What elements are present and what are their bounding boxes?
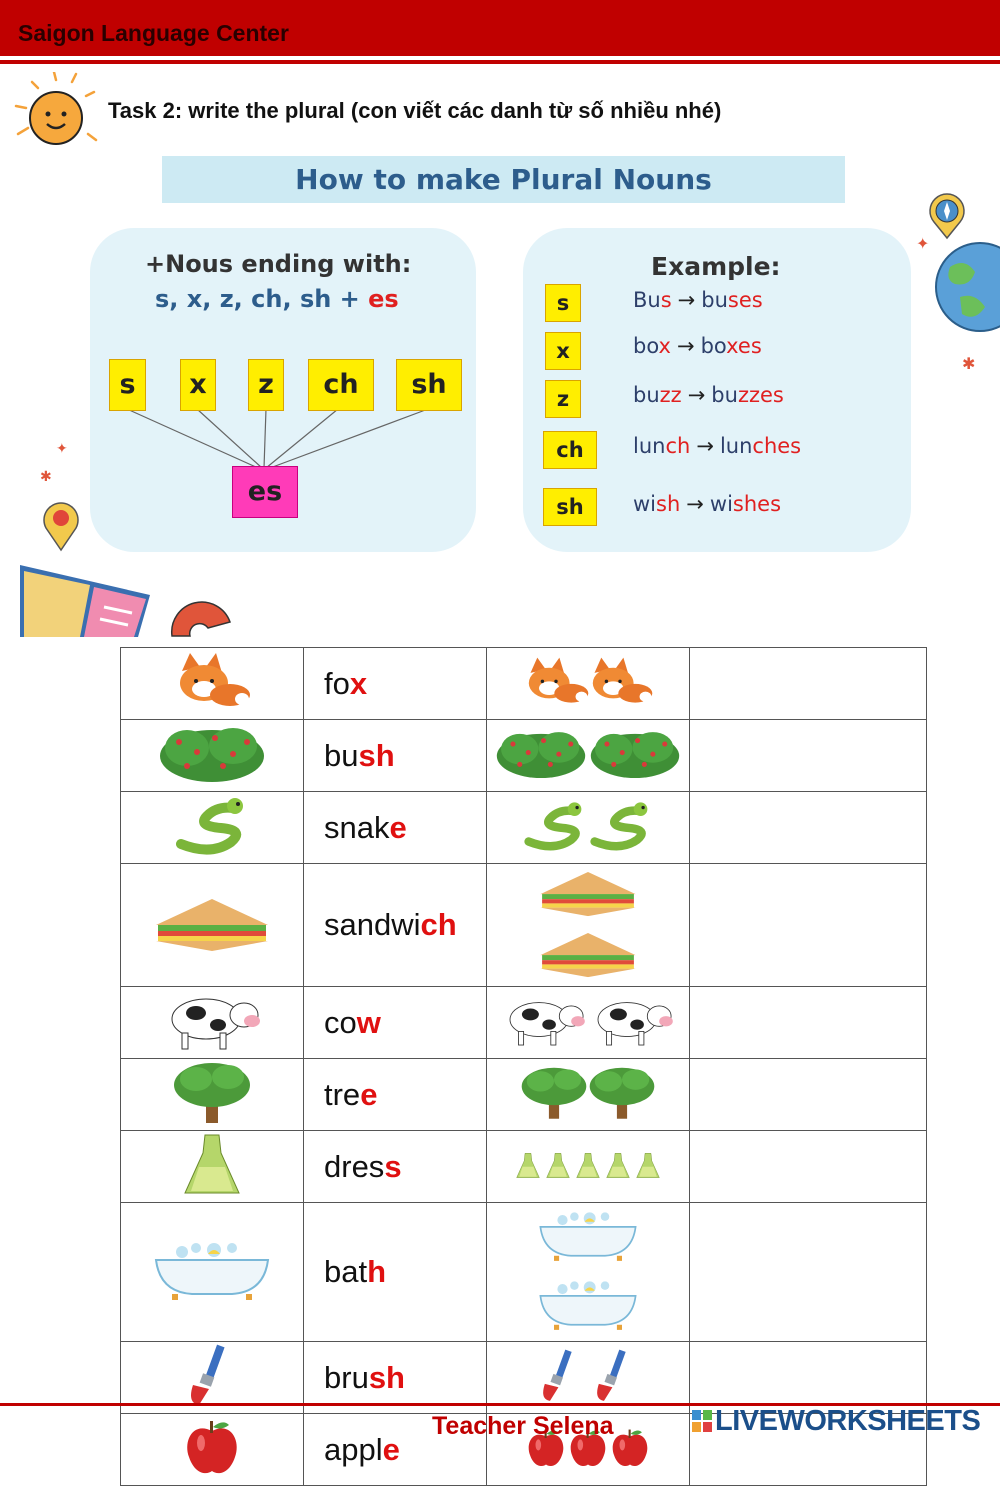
dresses-icon	[513, 1131, 663, 1202]
rule-endings-text: s, x, z, ch, sh +	[155, 285, 360, 313]
sparkle-icon: ✦	[56, 440, 68, 456]
plural-picture-cell	[487, 792, 690, 864]
fox-icon	[172, 651, 252, 716]
singular-picture-cell	[121, 720, 304, 792]
sparkle-icon: ✦	[916, 236, 930, 253]
example-base: Bu	[633, 288, 661, 312]
ending-box-z: z	[248, 359, 284, 411]
example-base-end: zz	[659, 383, 682, 407]
plural-answer-input[interactable]	[690, 647, 930, 720]
example-base-end: s	[660, 288, 672, 312]
plural-answer-input[interactable]	[690, 986, 930, 1059]
sparkle-icon: ✱	[40, 468, 52, 484]
plural-answer-cell[interactable]	[690, 987, 927, 1059]
singular-word	[304, 738, 395, 773]
example-row: wish → wishes	[633, 492, 782, 516]
example-title: Example:	[651, 252, 781, 281]
example-plural-end: shes	[732, 492, 782, 516]
table-row	[121, 987, 927, 1059]
singular-word-cell	[304, 864, 487, 987]
bush-icon	[157, 722, 267, 789]
plural-answer-cell[interactable]	[690, 648, 927, 720]
liveworksheets-logo-icon	[692, 1410, 712, 1432]
singular-picture-cell	[121, 864, 304, 987]
example-base-end: x	[658, 334, 671, 358]
singular-word	[304, 1254, 386, 1289]
singular-picture-cell	[121, 987, 304, 1059]
example-base: bu	[633, 383, 660, 407]
lesson-banner: How to make Plural Nouns	[162, 156, 845, 203]
sandwiches-icon	[487, 864, 689, 986]
example-plural-stem: bu	[701, 288, 728, 312]
result-box-es: es	[232, 466, 298, 518]
rule-title: +Nous ending with:	[145, 250, 412, 278]
example-plural-end: xes	[726, 334, 762, 358]
snakes-icon	[522, 794, 654, 861]
singular-word-cell	[304, 1131, 487, 1203]
globe-icon	[930, 242, 1000, 337]
plural-answer-cell[interactable]	[690, 864, 927, 987]
example-plural-stem: bo	[700, 334, 727, 358]
singular-word-cell	[304, 1059, 487, 1131]
plural-answer-input[interactable]	[690, 791, 930, 864]
example-plural-end: ses	[727, 288, 763, 312]
singular-word-cell	[304, 987, 487, 1059]
plural-picture-cell	[487, 1203, 690, 1342]
word-stem: sandwi	[324, 907, 421, 942]
plural-answer-cell[interactable]	[690, 792, 927, 864]
example-plural-end: ches	[752, 434, 802, 458]
brush-icon	[177, 1343, 247, 1412]
plural-answer-cell[interactable]	[690, 720, 927, 792]
singular-picture-cell	[121, 1131, 304, 1203]
example-tag-ch: ch	[543, 431, 597, 469]
singular-word	[304, 907, 457, 942]
example-base-end: sh	[656, 492, 681, 516]
bath-icon	[152, 1238, 272, 1307]
plural-answer-input[interactable]	[690, 863, 930, 987]
singular-word-cell	[304, 792, 487, 864]
word-stem: fo	[324, 665, 350, 701]
bushes-icon	[494, 722, 682, 789]
table-row	[121, 792, 927, 864]
ending-box-x: x	[180, 359, 216, 411]
ending-box-ch: ch	[308, 359, 374, 411]
map-pin-icon	[40, 500, 82, 552]
example-tag-sh: sh	[543, 488, 597, 526]
singular-word	[304, 1360, 405, 1395]
plural-picture-cell	[487, 987, 690, 1059]
table-row	[121, 648, 927, 720]
table-row	[121, 864, 927, 987]
singular-word-cell	[304, 720, 487, 792]
school-name: Saigon Language Center	[18, 20, 289, 46]
plural-answer-input[interactable]	[690, 1130, 930, 1203]
singular-picture-cell	[121, 1203, 304, 1342]
word-ending: h	[367, 1254, 387, 1289]
cows-icon	[500, 989, 676, 1056]
example-plural-stem: lun	[719, 434, 753, 458]
word-stem: tre	[324, 1076, 361, 1112]
word-stem: appl	[324, 1431, 383, 1467]
plural-picture-cell	[487, 648, 690, 720]
two-foxes-icon	[524, 651, 652, 716]
teacher-name: Teacher Selena	[432, 1412, 614, 1440]
word-ending: e	[389, 809, 407, 845]
brand-text: LIVEWORKSHEETS	[715, 1405, 981, 1437]
table-row	[121, 720, 927, 792]
brushes-icon	[534, 1343, 642, 1412]
singular-picture-cell	[121, 648, 304, 720]
singular-picture-cell	[121, 792, 304, 864]
plural-answer-cell[interactable]	[690, 1131, 927, 1203]
example-plural-stem: bu	[711, 383, 738, 407]
singular-word	[304, 810, 407, 845]
example-row: box → boxes	[633, 334, 762, 358]
brand-logo	[692, 1405, 980, 1438]
plural-picture-cell	[487, 1059, 690, 1131]
baths-icon	[487, 1203, 689, 1341]
table-row	[121, 1131, 927, 1203]
word-ending: ch	[420, 907, 457, 942]
word-ending: e	[382, 1431, 400, 1467]
table-row	[121, 1203, 927, 1342]
plural-answer-cell[interactable]	[690, 1059, 927, 1131]
ending-box-sh: sh	[396, 359, 462, 411]
dress-icon	[183, 1131, 241, 1202]
plural-picture-cell	[487, 864, 690, 987]
example-plural-stem: wi	[709, 492, 733, 516]
protractor-icon	[168, 592, 234, 637]
singular-word	[304, 1149, 402, 1184]
singular-word	[304, 1077, 377, 1112]
singular-word	[304, 1432, 400, 1467]
rule-suffix: es	[368, 285, 399, 313]
word-stem: bat	[324, 1254, 368, 1289]
map-book-icon	[20, 565, 155, 637]
plural-picture-cell	[487, 1131, 690, 1203]
singular-word	[304, 666, 367, 701]
cow-icon	[160, 989, 264, 1056]
example-row: Bus → buses	[633, 288, 763, 312]
example-base: bo	[633, 334, 659, 358]
singular-word-cell	[304, 648, 487, 720]
example-base-end: ch	[665, 434, 691, 458]
word-ending: sh	[358, 737, 395, 773]
tree-icon	[170, 1059, 254, 1130]
example-plural-end: zzes	[737, 383, 784, 407]
singular-word-cell	[304, 1203, 487, 1342]
plural-picture-cell	[487, 720, 690, 792]
word-stem: co	[324, 1004, 357, 1040]
singular-word	[304, 1005, 381, 1040]
word-stem: bru	[324, 1359, 369, 1395]
example-base: lun	[633, 434, 666, 458]
example-tag-z: z	[545, 380, 581, 418]
example-tag-s: s	[545, 284, 581, 322]
plural-table	[120, 647, 927, 1486]
plural-answer-cell[interactable]	[690, 1203, 927, 1342]
word-ending: s	[384, 1148, 402, 1184]
word-stem: snak	[324, 809, 390, 845]
task-instruction: Task 2: write the plural (con viết các danh từ số nhiều nhé)	[108, 98, 722, 123]
word-stem: bu	[324, 737, 359, 773]
plural-answer-input[interactable]	[690, 1202, 930, 1342]
plural-answer-input[interactable]	[690, 719, 930, 792]
table-row	[121, 1059, 927, 1131]
sandwich-icon	[152, 895, 272, 956]
ending-box-s: s	[109, 359, 146, 411]
compass-icon	[926, 192, 968, 240]
example-row: buzz → buzzes	[633, 383, 784, 407]
word-ending: sh	[368, 1359, 405, 1395]
snake-icon	[171, 794, 253, 861]
plural-answer-input[interactable]	[690, 1058, 930, 1131]
apple-icon	[183, 1417, 241, 1482]
example-row: lunch → lunches	[633, 434, 802, 458]
example-base: wi	[633, 492, 657, 516]
singular-picture-cell	[121, 1414, 304, 1486]
word-ending: x	[349, 665, 368, 701]
example-tag-x: x	[545, 332, 581, 370]
trees-icon	[520, 1059, 656, 1130]
word-ending: w	[356, 1004, 381, 1040]
word-stem: dres	[324, 1148, 385, 1184]
word-ending: e	[360, 1076, 378, 1112]
singular-picture-cell	[121, 1059, 304, 1131]
sparkle-icon: ✱	[962, 356, 976, 373]
